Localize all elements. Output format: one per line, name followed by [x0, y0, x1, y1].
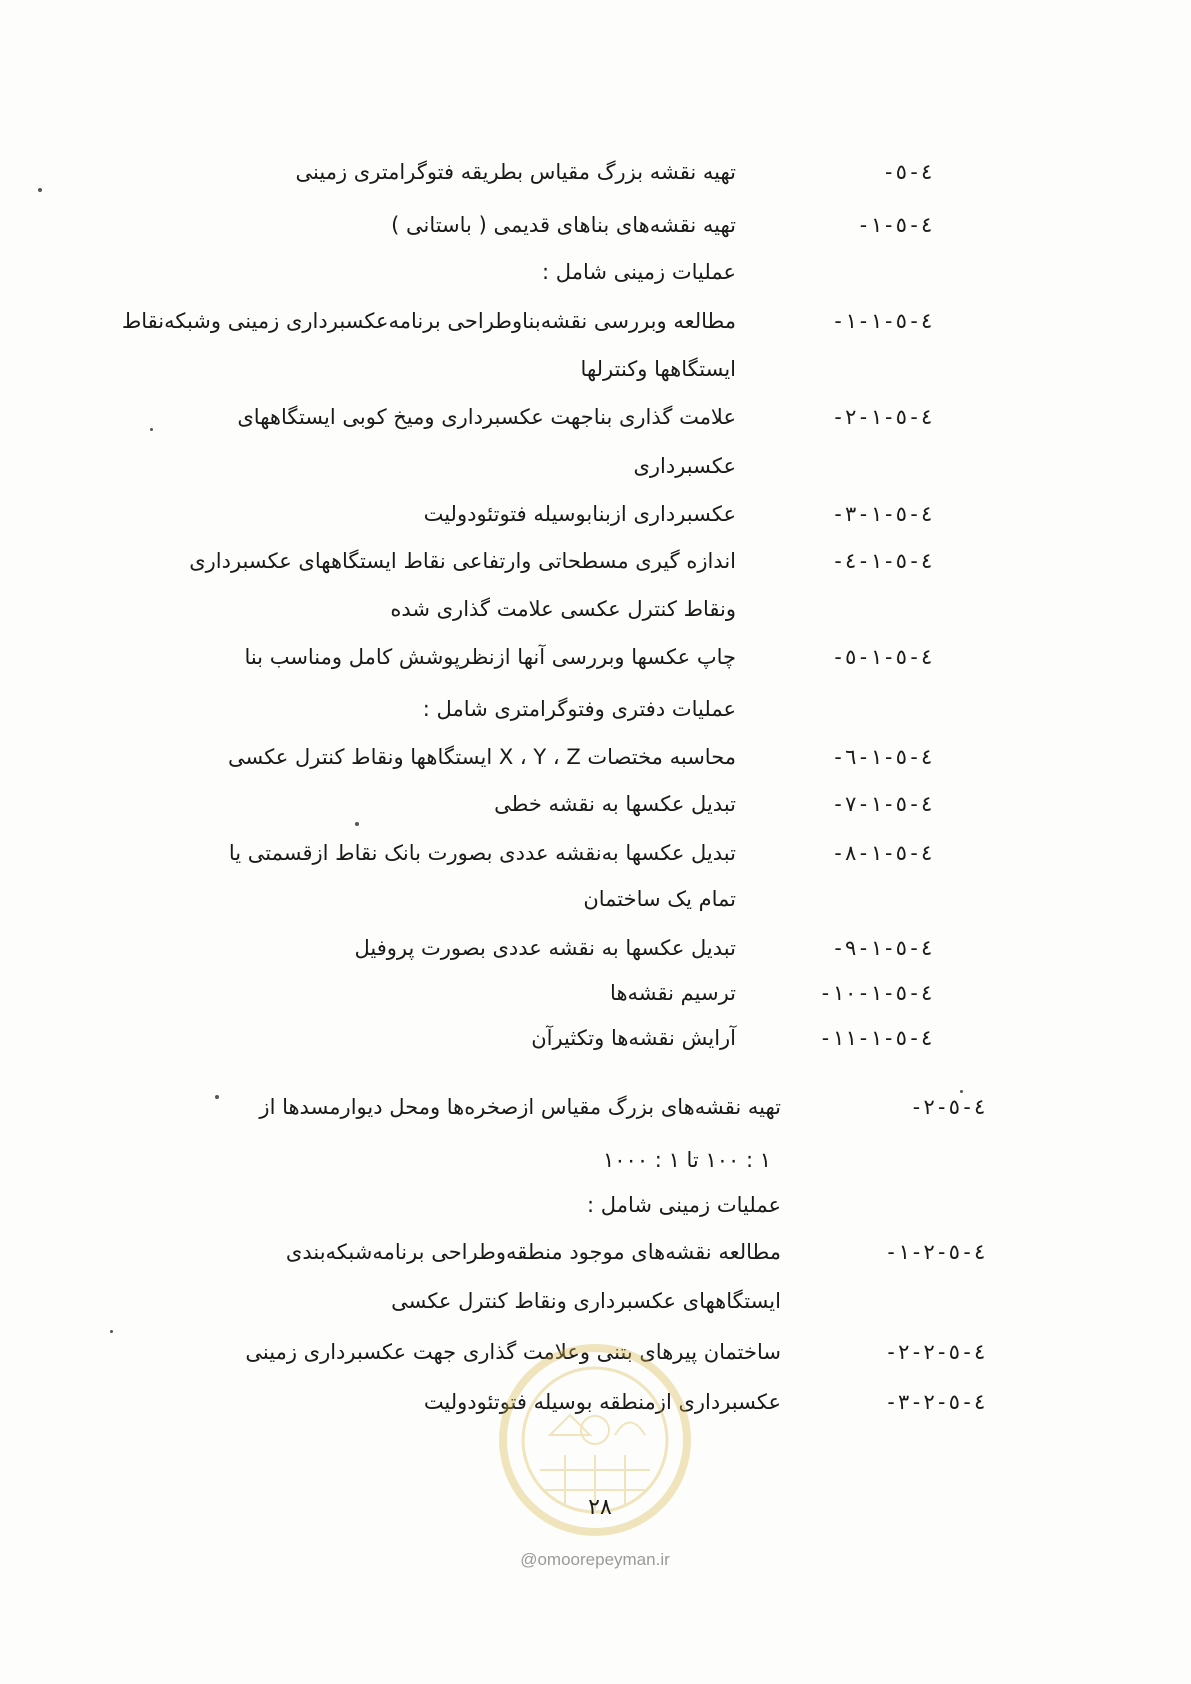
- scan-speck: [150, 428, 153, 431]
- item-text: تبدیل عکسها به‌نقشه عددی بصورت بانک نقاط ازقسمتی یا: [228, 841, 736, 865]
- scan-speck: [355, 822, 359, 826]
- item-text: مطالعه نقشه‌های موجود منطقه‌وطراحی برنامه‌شبکه‌بندی: [285, 1240, 781, 1264]
- item-text: تهیه نقشه‌های بزرگ مقیاس ازصخره‌ها ومحل دیوارمسدها از: [259, 1095, 781, 1119]
- item-text: تبدیل عکسها به نقشه خطی: [494, 792, 736, 816]
- item-text: ساختمان پیرهای بتنی وعلامت گذاری جهت عکسبرداری زمینی: [245, 1340, 781, 1364]
- item-number: -٤-٥-١-٧: [831, 792, 933, 816]
- item-text-continuation: ونقاط کنترل عکسی علامت گذاری شده: [390, 597, 736, 621]
- item-number: -٤-٥-١-٨: [831, 841, 933, 865]
- item-number: -٤-٥-١-١٠: [819, 981, 933, 1005]
- page-number: ٢٨: [588, 1495, 612, 1520]
- scan-speck: [960, 1090, 963, 1093]
- item-text-continuation: تمام یک ساختمان: [583, 887, 736, 911]
- item-number: -٤-٥: [882, 160, 933, 184]
- scan-speck: [110, 1330, 113, 1333]
- section-heading: عملیات زمینی شامل :: [587, 1193, 781, 1217]
- item-text: آرایش نقشه‌ها وتکثیرآن: [531, 1026, 736, 1050]
- section-heading: عملیات زمینی شامل :: [542, 260, 736, 284]
- item-text: اندازه گیری مسطحاتی وارتفاعی نقاط ایستگاههای عکسبرداری: [189, 549, 736, 573]
- item-number: -٤-٥-١-١١: [819, 1026, 933, 1050]
- item-text: محاسبه مختصات X ، Y ، Z ایستگاهها ونقاط کنترل عکسی: [227, 745, 736, 769]
- item-text: چاپ عکسها وبررسی آنها ازنظرپوشش کامل ومناسب بنا: [244, 645, 736, 669]
- item-text: علامت گذاری بناجهت عکسبرداری ومیخ کوبی ایستگاههای: [237, 405, 736, 429]
- item-number: -٤-٥-١-٦: [831, 745, 933, 769]
- scan-speck: [38, 188, 42, 192]
- item-number: -٤-٥-٢-١: [884, 1240, 986, 1264]
- section-heading: عملیات دفتری وفتوگرامتری شامل :: [422, 697, 736, 721]
- item-number: -٤-٥-١-٥: [831, 645, 933, 669]
- item-number: -٤-٥-٢: [910, 1095, 986, 1119]
- item-text: عکسبرداری ازبنابوسیله فتوتئودولیت: [423, 502, 736, 526]
- watermark-text: @omoorepeyman.ir: [520, 1550, 670, 1569]
- item-number: -٤-٥-٢-٢: [884, 1340, 986, 1364]
- item-number: -٤-٥-١-٤: [831, 549, 933, 573]
- item-text: تهیه نقشه‌های بناهای قدیمی ( باستانی ): [391, 213, 736, 237]
- item-text-continuation: عکسبرداری: [633, 454, 736, 478]
- item-text: تبدیل عکسها به نقشه عددی بصورت پروفیل: [354, 936, 736, 960]
- item-text: تهیه نقشه بزرگ مقیاس بطریقه فتوگرامتری زمینی: [295, 160, 736, 184]
- item-text-continuation: ایستگاهها وکنترلها: [580, 357, 736, 381]
- item-number: -٤-٥-١-٣: [831, 502, 933, 526]
- item-number: -٤-٥-٢-٣: [884, 1390, 986, 1414]
- item-text: ترسیم نقشه‌ها: [610, 981, 736, 1005]
- item-text: عکسبرداری ازمنطقه بوسیله فتوتئودولیت: [423, 1390, 781, 1414]
- item-number: -٤-٥-١-١: [831, 309, 933, 333]
- item-number: -٤-٥-١-٢: [831, 405, 933, 429]
- item-text-continuation: ١ : ١٠٠ تا ١ : ١٠٠٠: [603, 1148, 771, 1172]
- item-text: مطالعه وبررسی نقشه‌بناوطراحی برنامه‌عکسبرداری زمینی وشبکه‌نقاط: [121, 309, 736, 333]
- item-text-continuation: ایستگاههای عکسبرداری ونقاط کنترل عکسی: [391, 1289, 781, 1313]
- scan-speck: [215, 1095, 219, 1099]
- item-number: -٤-٥-١: [857, 213, 933, 237]
- item-number: -٤-٥-١-٩: [831, 936, 933, 960]
